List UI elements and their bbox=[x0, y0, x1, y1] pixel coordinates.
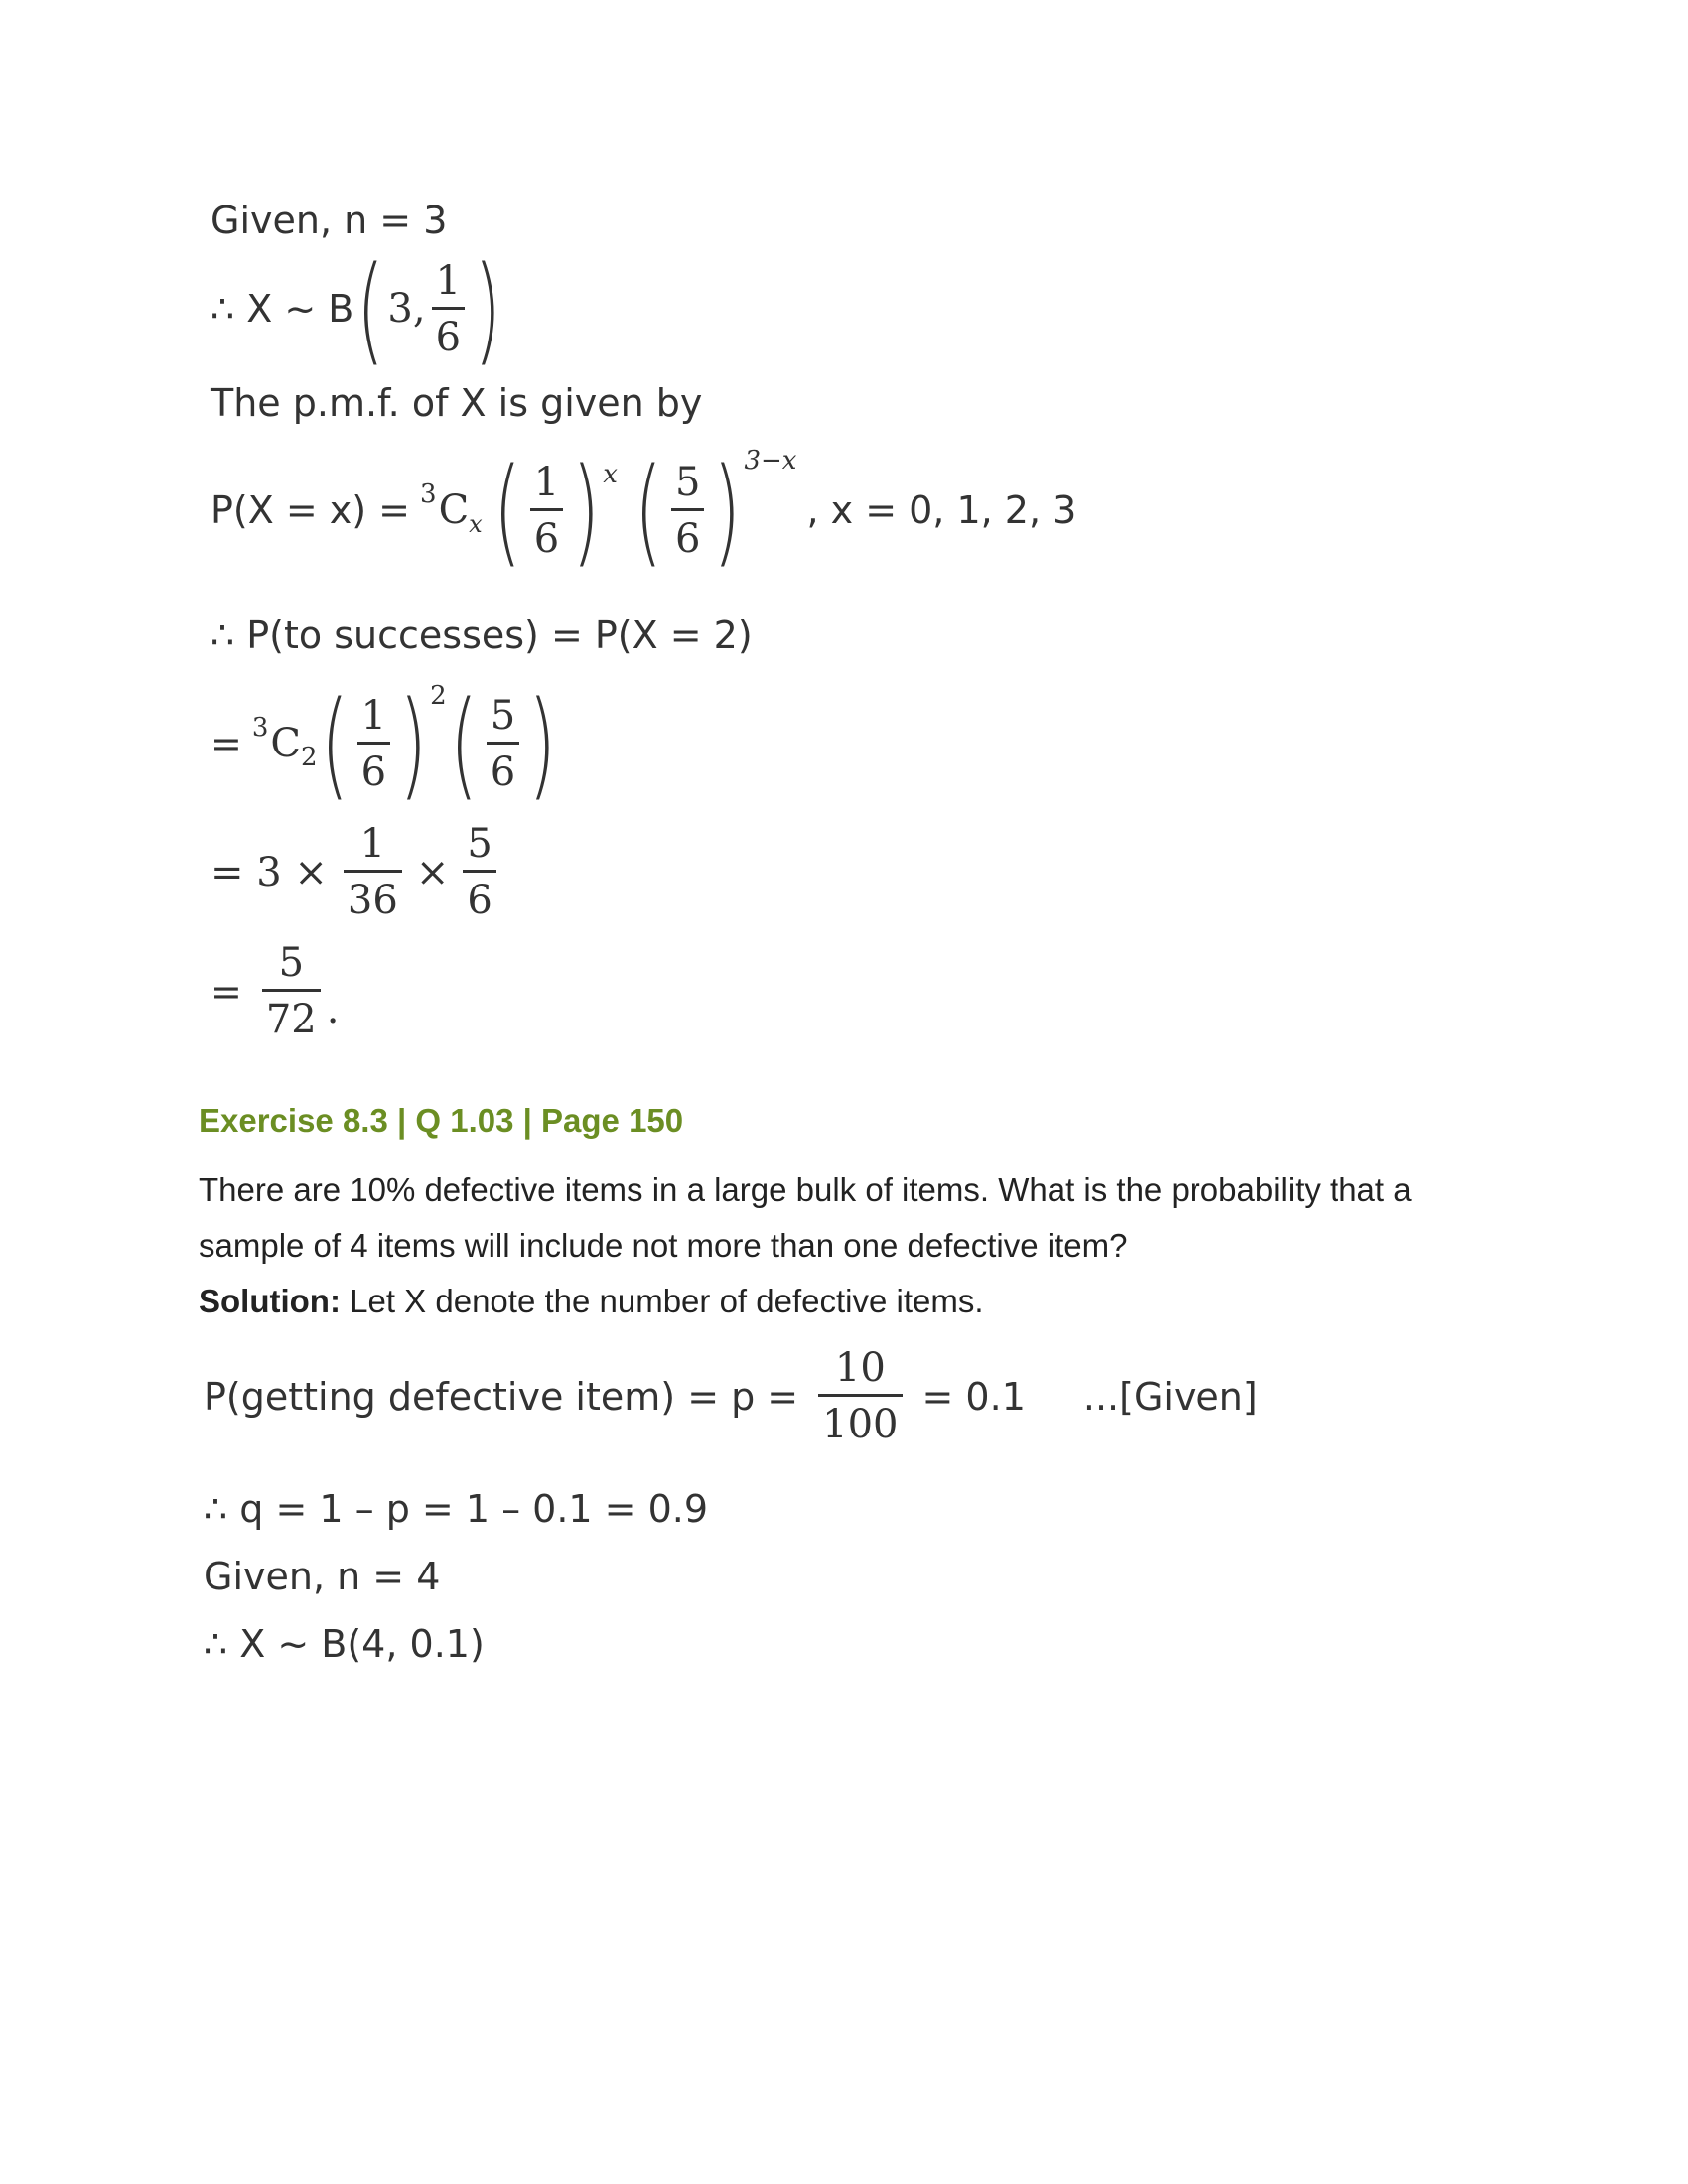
fraction-denominator: 6 bbox=[432, 307, 465, 357]
right-paren: ) bbox=[713, 442, 742, 579]
step1-sup: 3 bbox=[251, 713, 269, 743]
pmf-sub: x bbox=[469, 510, 483, 538]
fraction-denominator: 6 bbox=[357, 742, 390, 792]
fraction-5-6 bbox=[463, 821, 495, 923]
left-paren: ( bbox=[634, 442, 662, 579]
solution-label: Solution: bbox=[199, 1283, 341, 1319]
distribution-b4-line: ∴ X ~ B(4, 0.1) bbox=[204, 1622, 485, 1666]
step2-eq: = 3 × bbox=[211, 849, 328, 895]
step1-c: C bbox=[270, 721, 301, 766]
fraction-1-6 bbox=[357, 692, 390, 795]
right-paren: ) bbox=[572, 442, 601, 579]
q-line: ∴ q = 1 – p = 1 – 0.1 = 0.9 bbox=[204, 1487, 709, 1531]
exercise-heading: Exercise 8.3 | Q 1.03 | Page 150 bbox=[199, 1102, 684, 1139]
step2-times: × bbox=[415, 849, 450, 895]
pmf-formula bbox=[211, 442, 1077, 579]
fraction-5-6 bbox=[487, 692, 519, 795]
left-paren: ( bbox=[492, 442, 521, 579]
solution-line bbox=[199, 1283, 984, 1320]
two-successes-line: ∴ P(to successes) = P(X = 2) bbox=[211, 614, 753, 657]
fraction-numerator: 5 bbox=[467, 821, 492, 867]
fraction-denominator: 6 bbox=[530, 508, 563, 559]
p-lhs: P(getting defective item) = p = bbox=[204, 1374, 799, 1419]
pmf-range: , x = 0, 1, 2, 3 bbox=[806, 488, 1077, 532]
given-n-line: Given, n = 3 bbox=[211, 199, 448, 242]
step3-line bbox=[211, 940, 340, 1042]
fraction-numerator: 1 bbox=[435, 257, 462, 304]
fraction-denominator: 6 bbox=[487, 742, 519, 792]
left-paren: ( bbox=[320, 675, 349, 812]
fraction-denominator: 72 bbox=[262, 989, 321, 1039]
left-paren: ( bbox=[449, 675, 478, 812]
solution-text: Let X denote the number of defective items. bbox=[340, 1283, 984, 1319]
fraction-1-6 bbox=[530, 459, 563, 562]
fraction-denominator: 6 bbox=[671, 508, 704, 559]
step2-line bbox=[211, 821, 502, 923]
pmf-exp1: x bbox=[603, 460, 618, 489]
fraction-5-6 bbox=[671, 459, 704, 562]
step3-dot: . bbox=[326, 986, 340, 1032]
distribution-prefix: ∴ X ~ B bbox=[211, 287, 354, 331]
p-defective-line bbox=[204, 1345, 1258, 1447]
fraction-denominator: 6 bbox=[463, 870, 495, 920]
fraction-denominator: 36 bbox=[344, 870, 402, 920]
fraction-1-6 bbox=[432, 257, 465, 360]
fraction-1-36 bbox=[344, 821, 402, 923]
step1-eq: = bbox=[211, 722, 242, 765]
fraction-10-100 bbox=[818, 1345, 902, 1447]
distribution-param: 3, bbox=[387, 286, 426, 332]
pmf-intro-line: The p.m.f. of X is given by bbox=[211, 381, 703, 425]
pmf-lhs: P(X = x) = bbox=[211, 488, 411, 532]
step1-exp: 2 bbox=[430, 681, 447, 711]
question-line-1: There are 10% defective items in a large bulk of items. What is the probability that a bbox=[199, 1171, 1412, 1208]
fraction-numerator: 1 bbox=[359, 821, 386, 867]
distribution-line bbox=[211, 240, 504, 377]
right-paren: ) bbox=[399, 675, 427, 812]
given-n4-line: Given, n = 4 bbox=[204, 1555, 441, 1598]
right-paren: ) bbox=[528, 675, 556, 812]
fraction-denominator: 100 bbox=[818, 1394, 902, 1444]
fraction-5-72 bbox=[262, 940, 321, 1042]
p-note: ...[Given] bbox=[1082, 1374, 1258, 1419]
fraction-numerator: 5 bbox=[278, 940, 305, 986]
p-rhs: = 0.1 bbox=[921, 1374, 1026, 1419]
pmf-sup: 3 bbox=[420, 479, 437, 509]
fraction-numerator: 1 bbox=[533, 459, 560, 505]
fraction-numerator: 10 bbox=[834, 1345, 886, 1391]
right-paren: ) bbox=[474, 240, 501, 377]
left-paren: ( bbox=[356, 240, 385, 377]
fraction-numerator: 5 bbox=[674, 459, 701, 505]
step1-line bbox=[211, 675, 559, 812]
step3-eq: = bbox=[211, 969, 242, 1014]
fraction-numerator: 1 bbox=[360, 692, 387, 739]
fraction-numerator: 5 bbox=[490, 692, 516, 739]
pmf-c: C bbox=[438, 487, 470, 533]
pmf-exp2: 3−x bbox=[744, 446, 797, 476]
question-line-2: sample of 4 items will include not more than one defective item? bbox=[199, 1227, 1128, 1264]
step1-sub: 2 bbox=[301, 743, 318, 772]
